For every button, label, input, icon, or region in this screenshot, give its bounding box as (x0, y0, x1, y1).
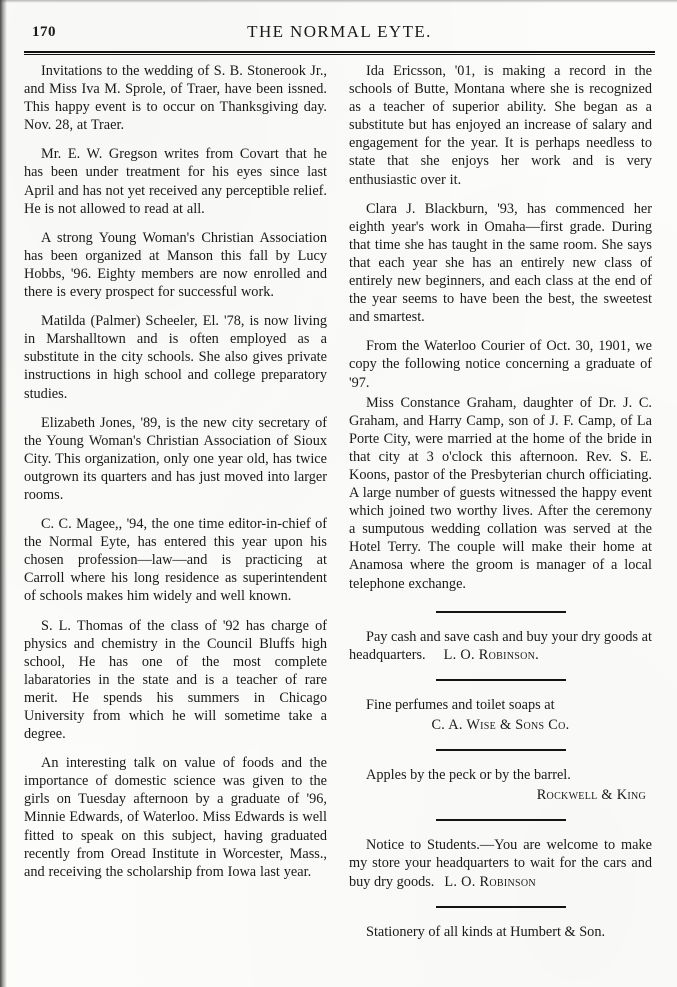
running-head-title: THE NORMAL EYTE. (247, 22, 432, 41)
ad-body: Fine perfumes and toilet soaps at (366, 697, 555, 714)
alumni-note: An interesting talk on value of foods and the importance of domestic science was given to the girls on Tuesday afternoon by a graduate of '96, Minnie Edwards, of Waterloo. Miss Edwards is well fitted to speak on this subject, having graduated recently from Oread Institute in Worcester, Mass., and receiving the scholarship from Iowa last year. (24, 755, 327, 880)
ad-body: Stationery of all kinds at Humbert & Son. (366, 924, 606, 941)
advertisement (349, 696, 652, 734)
ad-divider-rule (436, 819, 566, 821)
page-header (24, 22, 655, 52)
alumni-note: A strong Young Woman's Christian Association has been organized at Manson this fall by Lucy Hobbs, '96. Eighty members are now enrolled and there is every prospect for successful work. (24, 229, 327, 301)
right-column (349, 62, 652, 971)
scan-edge-artifact-left (0, 0, 7, 987)
alumni-note: Matilda (Palmer) Scheeler, El. '78, is now living in Marshalltown and is often employed as a substitute in the city schools. She also gives private instructions in high school and college preparatory studies. (24, 313, 327, 402)
advertisement (349, 628, 652, 665)
page-number: 170 (32, 24, 56, 40)
alumni-note: S. L. Thomas of the class of '92 has charge of physics and chemistry in the Council Bluffs high school, He has one of the most complete labaratories in the state and is a teacher of rare merit. He spends his summers in Chicago University from which he will sometime take a degree. (24, 617, 327, 743)
two-column-body (24, 62, 659, 971)
ad-body: Pay cash and save cash and buy your dry goods at headquarters. (349, 628, 652, 664)
ad-divider-rule (436, 679, 566, 681)
ad-signature: L. O. Robinson (444, 873, 536, 890)
alumni-note: Ida Ericsson, '01, is making a record in the schools of Butte, Montana where she is recognized as a teacher of superior ability. She began as a substitute but has enjoyed an increase of salary and engagement for the year. It is perhaps needless to state that she enjoys her work and is very enthusiastic over it. (349, 63, 652, 188)
left-column (24, 62, 327, 971)
advertisement (349, 766, 652, 804)
scan-edge-artifact-top (0, 0, 677, 3)
alumni-note: Elizabeth Jones, '89, is the new city secretary of the Young Woman's Christian Association of Sioux City. This organization, only one year old, has twice outgrown its quarters and has just moved into larger rooms. (24, 414, 327, 503)
ad-divider-rule (436, 906, 566, 908)
ad-body: Notice to Students.—You are welcome to make my store your headquarters to wait for the cars and buy dry goods. (349, 837, 652, 890)
advertisement (349, 836, 652, 891)
ad-signature: C. A. Wise & Sons Co. (431, 716, 570, 733)
ad-signature: Rockwell & King (536, 786, 646, 803)
advertisement-block (349, 611, 652, 942)
header-divider-rule (24, 51, 655, 55)
ad-body: Apples by the peck or by the barrel. (366, 767, 571, 784)
advertisement (349, 923, 652, 941)
ad-signature: L. O. Robinson. (443, 647, 540, 664)
alumni-note: Clara J. Blackburn, '93, has commenced her eighth year's work in Omaha—first grade. During that time she has taught in the same room. She says that each year she has an entirely new class of entirely new beginners, and each class at the end of the year seems to have been the best, the sweetest and smartest. (349, 200, 652, 326)
alumni-note: Mr. E. W. Gregson writes from Covart that he has been under treatment for his eyes since last April and has not yet received any perceptible relief. He is not allowed to read at all. (24, 146, 327, 217)
alumni-note: Invitations to the wedding of S. B. Stonerook Jr., and Miss Iva M. Sprole, of Traer, have been issned. This happy event is to occur on Thanksgiving day. Nov. 28, at Traer. (24, 63, 327, 134)
ad-divider-rule (436, 749, 566, 751)
alumni-note: C. C. Magee,, '94, the one time editor-in-chief of the Normal Eyte, has entered this year upon his chosen profession—law—and is practicing at Carroll where his long residence as superintendent of schools makes him widely and well known. (24, 516, 327, 605)
alumni-note: From the Waterloo Courier of Oct. 30, 1901, we copy the following notice concerning a graduate of '97. (349, 338, 652, 391)
ad-divider-rule (436, 611, 566, 613)
alumni-note: Miss Constance Graham, daughter of Dr. J. C. Graham, and Harry Camp, son of J. F. Camp, of La Porte City, were married at the home of the bride in that city at 3 o'clock this afternoon. Rev. S. E. Koons, pastor of the Presbyterian church officiating. A large number of guests witnessed the happy event which joined two worthy lives. After the ceremony a sumputous wedding collation was served at the Hotel Terry. The couple will make their home at Anamosa where the groom is manager of a local telephone exchange. (349, 394, 652, 592)
